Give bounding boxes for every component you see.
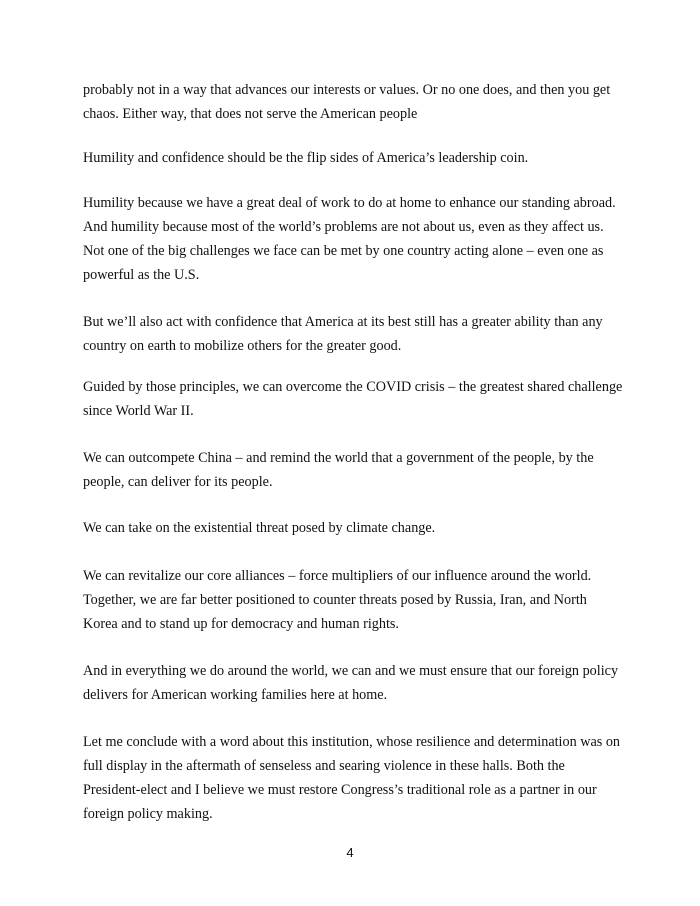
paragraph-covid: Guided by those principles, we can overcome the COVID crisis – the greatest shared challenge since World War II. [83, 379, 623, 419]
paragraph-conclusion: Let me conclude with a word about this institution, whose resilience and determination was on full display in the aftermath of senseless and searing violence in these halls. Both the President-elect and I believe we must restore Congress’s traditional role as a partner in our foreign policy making. [83, 734, 621, 822]
paragraph-china: We can outcompete China – and remind the world that a government of the people, by the people, can deliver for its people. [83, 450, 594, 490]
page-number: 4 [346, 845, 354, 860]
paragraph-humility-confidence: Humility and confidence should be the flip sides of America’s leadership coin. [83, 150, 529, 166]
paragraph-confidence: But we’ll also act with confidence that America at its best still has a greater ability than any country on earth to mobilize others for the greater good. [83, 314, 603, 354]
paragraph-humility: Humility because we have a great deal of work to do at home to enhance our standing abroad. And humility because most of the world’s problems are not about us, even as they affect us. Not one of the big challenges we face can be met by one country acting alone – even one as powerful as the U.S. [83, 195, 616, 283]
paragraph-working-families: And in everything we do around the world, we can and we must ensure that our foreign policy delivers for American working families here at home. [83, 663, 619, 703]
paragraph-alliances: We can revitalize our core alliances – force multipliers of our influence around the world. Together, we are far better positioned to counter threats posed by Russia, Iran, and North Korea and to stand up for democracy and human rights. [83, 568, 592, 632]
paragraph-chaos: probably not in a way that advances our interests or values. Or no one does, and then you get chaos. Either way, that does not serve the American people [83, 82, 611, 122]
paragraph-climate: We can take on the existential threat posed by climate change. [83, 520, 436, 536]
